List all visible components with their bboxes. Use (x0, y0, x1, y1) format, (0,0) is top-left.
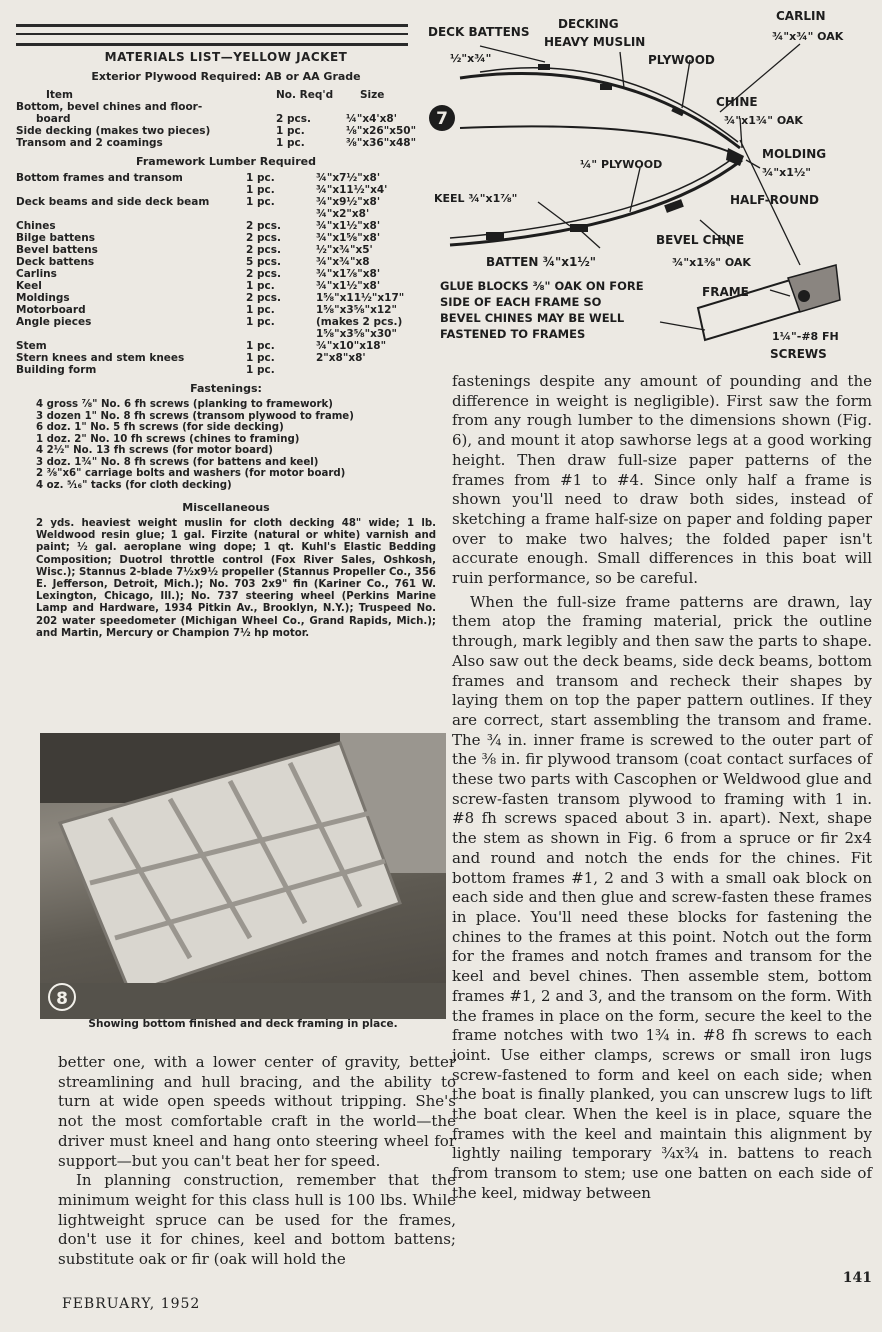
batten-block (570, 224, 588, 232)
item-cell: Angle pieces (16, 316, 92, 328)
label-carlin: CARLIN (776, 9, 826, 23)
frame-line (460, 126, 730, 152)
hull-cross-section-diagram (420, 0, 882, 372)
no-cell: 2 pcs. (246, 232, 281, 244)
no-cell (246, 328, 316, 340)
label-bevel-chine: BEVEL CHINE (656, 233, 745, 247)
label-plywood: PLYWOOD (648, 53, 715, 67)
item-cell: Stern knees and stem knees (16, 352, 185, 364)
size-cell: ¾"x1⅞"x8' (316, 268, 381, 280)
no-cell: 1 pc. (276, 137, 305, 149)
label-glue-blocks-1: GLUE BLOCKS ⅜" OAK ON FORE (440, 279, 644, 293)
table-row (16, 304, 426, 316)
label-chine-size: ¾"x1¾" OAK (724, 114, 803, 127)
table-header-row (16, 89, 426, 101)
item-cell: Motorboard (16, 304, 86, 316)
label-carlin-size: ¾"x¾" OAK (772, 30, 844, 43)
article-paragraph: fastenings despite any amount of pounding and the difference in weight is negligible). First saw the form from any rough lumber to the dimensions shown (Fig. 6), and mount it atop sawhorse legs at a good working height. Then draw full-size paper patterns of the frames from #1 to #4. Since only half a frame is shown you'll need to draw both sides, instead of sketching a frame half-size on paper and folding paper over to make two halves; the folded paper isn't accurate enough. Small differences in this boat will ruin performance, so be careful. (452, 372, 872, 588)
no-cell: 2 pcs. (246, 244, 281, 256)
table-row (16, 196, 426, 208)
size-cell: ¾"x7½"x8' (316, 172, 381, 184)
no-cell: 2 pcs. (276, 113, 311, 125)
list-item: 4 oz. ⁵⁄₁₆" tacks (for cloth decking) (36, 479, 232, 491)
list-item: 1 doz. 2" No. 10 fh screws (chines to framing) (36, 433, 300, 445)
no-cell: 1 pc. (246, 316, 275, 328)
table-row (16, 208, 426, 220)
no-cell: 1 pc. (276, 125, 305, 137)
item-cell: Side decking (makes two pieces) (16, 125, 211, 137)
fastenings-list (16, 399, 436, 491)
label-batten: BATTEN ¾"x1½" (486, 255, 597, 269)
no-cell: 5 pcs. (246, 256, 281, 268)
label-frame: FRAME (702, 285, 749, 299)
label-molding: MOLDING (762, 147, 827, 161)
deck-batten-block (600, 84, 612, 90)
size-cell: ⅜"x36"x48" (346, 137, 417, 149)
item-cell: Deck battens (16, 256, 95, 268)
batten-block (486, 232, 504, 240)
materials-title: MATERIALS LIST—YELLOW JACKET (104, 50, 348, 64)
item-cell: Transom and 2 coamings (16, 137, 163, 149)
header-no: No. Req'd (276, 89, 334, 101)
table-row (16, 256, 426, 268)
boat-hull-illustration (40, 733, 446, 1019)
no-cell: 1 pc. (246, 352, 275, 364)
deck-batten-block (538, 64, 550, 70)
table-row (16, 113, 426, 125)
label-bevel-chine-size: ¾"x1⅜" OAK (672, 256, 751, 269)
size-cell: ¾"x1½"x8' (316, 280, 381, 292)
table-row (16, 292, 426, 304)
size-cell: ¾"x1⅝"x8' (316, 232, 381, 244)
label-screws: SCREWS (770, 347, 827, 361)
size-cell: ¾"x10"x18" (316, 340, 387, 352)
label-deck-battens: DECK BATTENS (428, 25, 530, 39)
label-decking: DECKING (558, 17, 619, 31)
article-paragraph: When the full-size frame patterns are drawn, lay them atop the framing material, prick the outline through, mark legibly and then saw the parts to shape. Also saw out the deck beams, side deck beams, bottom frames and transom and recheck their shapes by laying them on top the paper pattern outlines. If they are correct, start assembling the transom and frame. The ¾ in. inner frame is screwed to the outer part of the ⅜ in. fir plywood transom (coat contact surfaces of these two parts with Cascophen or Weldwood glue and screw-fasten transom plywood to framing with 1 in. #8 fh screws spaced about 3 in. apart). Next, shape the stem as shown in Fig. 6 from a spruce or fir 2x4 and round and notch the ends for the chines. Fit bottom frames #1, 2 and 3 with a small oak block on each side and then glue and screw-fasten these frames in place. You'll need these blocks for fastening the chines to the frames at this point. Notch out the form for the frames and notch frames and transom for the keel and bevel chines. Then assemble stem, bottom frames #1, 2 and 3, and the transom on the form. With the frames in place on the form, secure the keel to the frame notches with two 1¾ in. #8 fh screws to each joint. Use either clamps, screws or small iron lugs screw-fastened to form and keel on each side; when the boat is finally planked, you can unscrew lugs to lift the boat clear. When the keel is in place, square the frames with the keel and maintain this alignment by lightly nailing temporary ¾x¾ in. battens to reach from transom to stem; use one batten on each side of the keel, midway between (452, 592, 872, 1202)
size-cell: ⅛"x26"x50" (346, 125, 417, 137)
table-row (16, 101, 426, 113)
size-cell: ¾"x¾"x8 (316, 256, 370, 268)
size-cell: 1⅝"x11½"x17" (316, 292, 405, 304)
item-cell: Keel (16, 280, 42, 292)
size-cell: ¼"x4'x8' (346, 113, 397, 125)
materials-list (16, 50, 436, 640)
table-row (16, 352, 426, 364)
label-glue-blocks-3: BEVEL CHINES MAY BE WELL (440, 311, 625, 325)
table-row (16, 340, 426, 352)
no-cell (276, 101, 346, 113)
screw-detail (798, 290, 810, 302)
article-right-column (452, 372, 872, 1204)
table-row (16, 364, 426, 376)
size-cell: ¾"x1½"x8' (316, 220, 381, 232)
table-row (16, 268, 426, 280)
misc-title: Miscellaneous (182, 501, 270, 514)
size-cell: ¾"x9½"x8' (316, 196, 381, 208)
glue-block-detail (788, 265, 840, 312)
label-deck-battens-size: ½"x¾" (450, 52, 492, 65)
item-cell: Deck beams and side deck beam (16, 196, 210, 208)
no-cell: 2 pcs. (246, 292, 281, 304)
size-cell: 2"x8"x8' (316, 352, 366, 364)
header-size: Size (360, 89, 385, 101)
article-left-column (58, 1053, 456, 1270)
size-cell: (makes 2 pcs.) (316, 316, 403, 328)
table-row (16, 328, 426, 340)
table-row (16, 280, 426, 292)
item-cell (16, 184, 246, 196)
list-item: 2 ⅜"x6" carriage bolts and washers (for motor board) (36, 468, 346, 479)
item-cell: Bottom, bevel chines and floor- (16, 101, 203, 113)
label-glue-blocks-2: SIDE OF EACH FRAME SO (440, 295, 602, 309)
framework-title: Framework Lumber Required (136, 155, 316, 168)
article-paragraph: better one, with a lower center of gravity, better streamlining and hull bracing, and the ability to turn at wide open speeds without tripping. She's not the most comfortable craft in the world—the driver must kneel and hang onto steering wheel for support—but you can't beat her for speed. (58, 1053, 456, 1170)
boat-hull-photo (40, 733, 446, 1019)
size-cell: ½"x¾"x5' (316, 244, 373, 256)
figure-7-number: 7 (436, 109, 448, 129)
no-cell: 1 pc. (246, 364, 275, 376)
fastenings-title: Fastenings: (190, 382, 262, 395)
list-item: 3 doz. 1¾" No. 8 fh screws (for battens and keel) (36, 456, 319, 468)
label-quarter-plywood: ¼" PLYWOOD (580, 158, 663, 171)
size-cell: 1⅝"x3⅝"x12" (316, 304, 397, 316)
page-number: 141 (842, 1270, 872, 1286)
no-cell (246, 208, 316, 220)
item-cell: Building form (16, 364, 97, 376)
header-item: Item (46, 89, 73, 101)
label-chine: CHINE (716, 95, 758, 109)
no-cell: 1 pc. (246, 196, 275, 208)
plywood-table (16, 89, 426, 149)
photo-caption: Showing bottom finished and deck framing in place. (88, 1018, 398, 1030)
issue-date: FEBRUARY, 1952 (62, 1296, 201, 1312)
size-cell: ¾"x11½"x4' (316, 184, 388, 196)
item-cell: Carlins (16, 268, 57, 280)
table-row (16, 244, 426, 256)
item-cell: Moldings (16, 292, 70, 304)
size-cell: 1⅝"x3⅝"x30" (316, 328, 397, 340)
size-cell (316, 364, 426, 376)
no-cell: 1 pc. (246, 184, 275, 196)
label-molding-size: ¾"x1½" (762, 166, 811, 179)
label-glue-blocks-4: FASTENED TO FRAMES (440, 327, 586, 341)
table-row (16, 172, 426, 184)
figure-8-number: 8 (56, 989, 68, 1009)
chine-block (726, 148, 744, 166)
no-cell: 1 pc. (246, 340, 275, 352)
item-cell: Bevel battens (16, 244, 98, 256)
label-screws-size: 1¼"-#8 FH (772, 330, 839, 343)
item-cell (16, 328, 246, 340)
header-rule (16, 24, 408, 46)
no-cell: 1 pc. (246, 304, 275, 316)
list-item: 4 gross ⅞" No. 6 fh screws (planking to framework) (36, 399, 333, 410)
label-heavy-muslin: HEAVY MUSLIN (544, 35, 646, 49)
item-cell: Chines (16, 220, 56, 232)
item-cell: board (36, 113, 71, 125)
item-cell: Bottom frames and transom (16, 172, 183, 184)
size-cell (346, 101, 426, 113)
table-row (16, 137, 426, 149)
list-item: 4 2½" No. 13 fh screws (for motor board) (36, 445, 273, 456)
article-paragraph: In planning construction, remember that the minimum weight for this class hull is 100 lbs. While lightweight spruce can be used for the frames, don't use it for chines, keel and bottom battens; substitute oak or fir (oak will hold the (58, 1171, 456, 1269)
item-cell: Bilge battens (16, 232, 95, 244)
framework-table (16, 172, 426, 376)
label-half-round: HALF-ROUND (730, 193, 819, 207)
plywood-line (480, 68, 738, 142)
table-row (16, 220, 426, 232)
table-row (16, 316, 426, 328)
list-item: 3 dozen 1" No. 8 fh screws (transom plywood to frame) (36, 410, 354, 422)
list-item: 6 doz. 1" No. 5 fh screws (for side decking) (36, 422, 284, 433)
table-row (16, 184, 426, 196)
no-cell: 1 pc. (246, 280, 275, 292)
misc-text: 2 yds. heaviest weight muslin for cloth decking 48" wide; 1 lb. Weldwood resin glue; 1 gal. Firzite (natural or white) varnish and paint; ½ gal. aeroplane wing dope; 1 qt. Kuhl's Elastic Bedding Composition; Duotrol throttle control (Fox River Sales, Oshkosh, Wisc.); Stannus 2-blade 7½x9½ propeller (Stannus Propeller Co., 356 E. Jefferson, Detroit, Mich.); No. 703 2x9" fin (Kariner Co., 761 W. Lexington, Chicago, Ill.); No. 737 steering wheel (Perkins Marine Lamp and Hardware, 1934 Pitkin Av., Brooklyn, N.Y.); Truspeed No. 202 water speedometer (Michigan Wheel Co., Grand Rapids, Mich.); and Martin, Mercury or Champion 7½ hp motor. (36, 518, 436, 639)
no-cell: 1 pc. (246, 172, 275, 184)
no-cell: 2 pcs. (246, 268, 281, 280)
size-cell: ¾"x2"x8' (316, 208, 370, 220)
table-row (16, 232, 426, 244)
no-cell: 2 pcs. (246, 220, 281, 232)
table-row (16, 125, 426, 137)
label-keel: KEEL ¾"x1⅞" (434, 192, 518, 205)
item-cell: Stem (16, 340, 47, 352)
item-cell (16, 208, 246, 220)
materials-subtitle: Exterior Plywood Required: AB or AA Grade (91, 70, 361, 83)
